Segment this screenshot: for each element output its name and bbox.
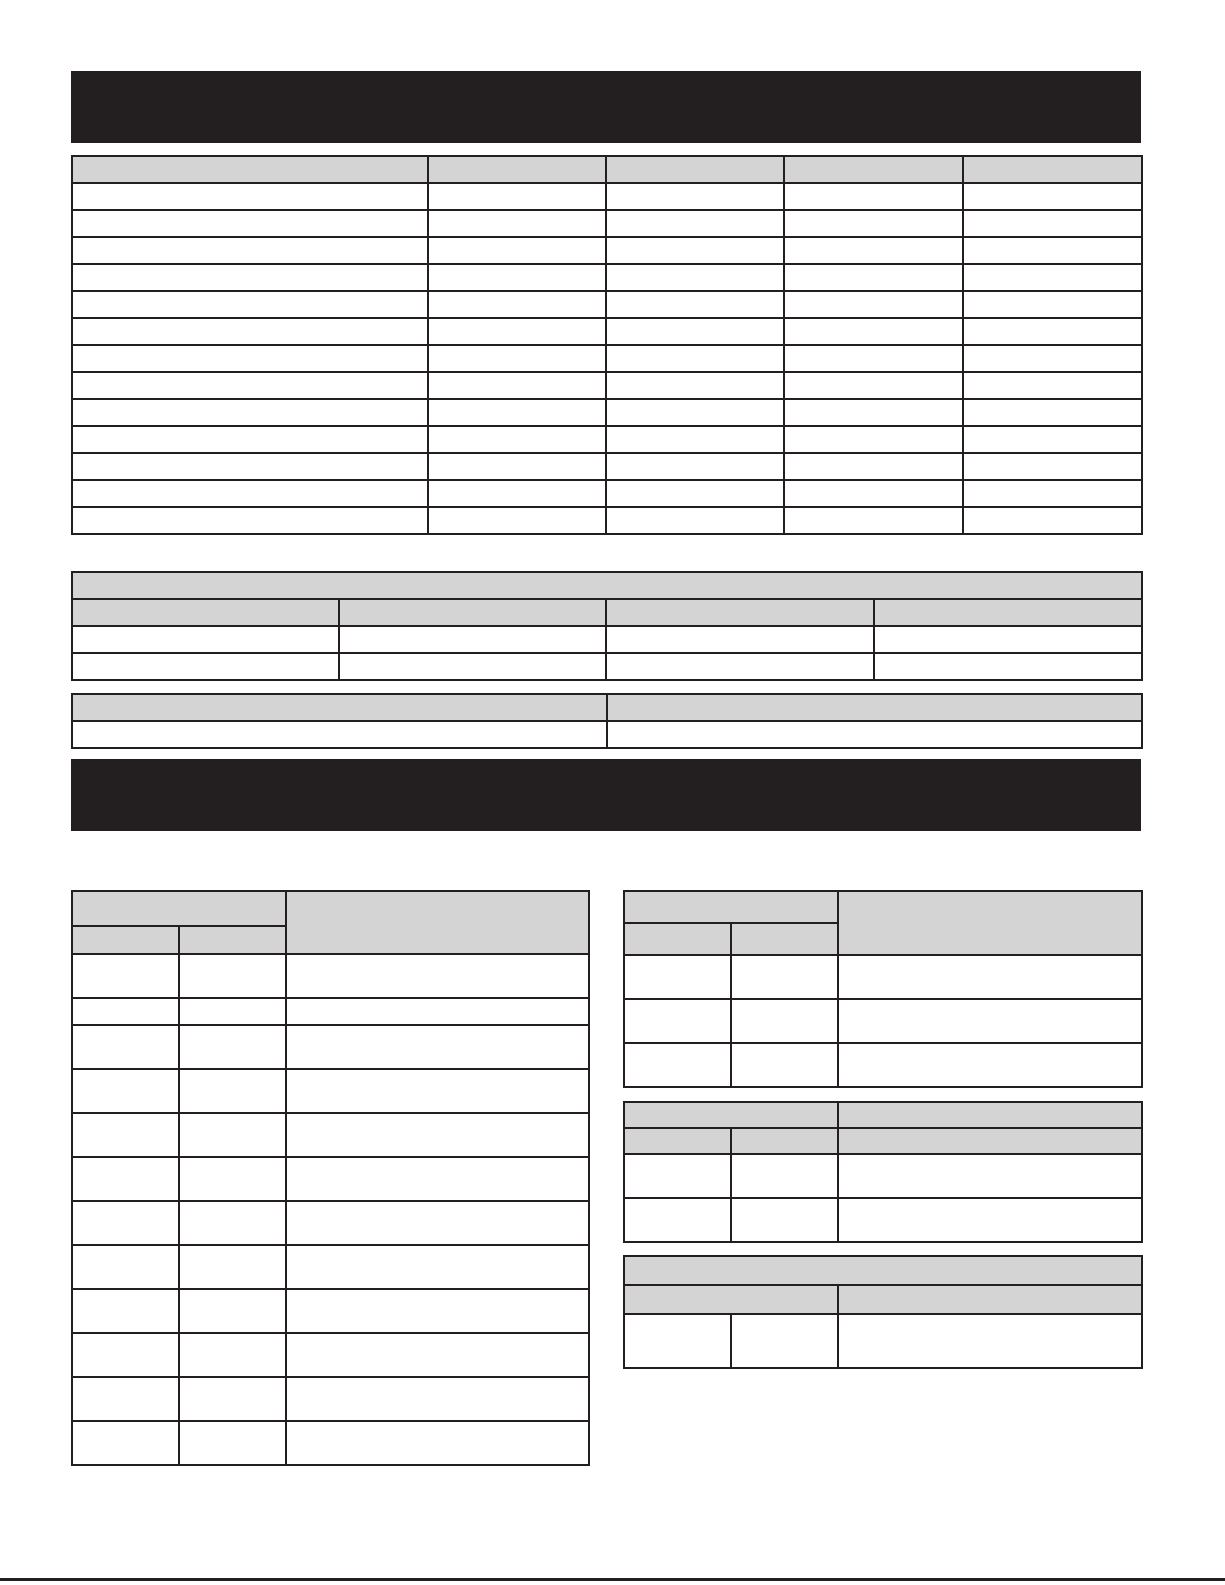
table-a-cell [784,291,963,318]
table-a-cell [72,345,428,372]
table-a-header-cell [963,156,1142,183]
table-a-cell [72,237,428,264]
table-e-cell [838,955,1142,999]
table-e-group-header [624,891,838,923]
table-b-cell [606,653,874,680]
table-a-cell [606,237,784,264]
table-b-cell [339,626,606,653]
table-a-cell [428,372,606,399]
table-d-cell [286,1289,589,1333]
table-b-cell [72,626,339,653]
table-d-cell [179,998,286,1025]
table-d-cell [72,1069,179,1113]
table-d-cell [286,1069,589,1113]
table-a-cell [72,264,428,291]
table-d-subheader [179,926,286,954]
table-d-cell [72,1377,179,1421]
table-a-header-cell [72,156,428,183]
table-a-cell [784,183,963,210]
table-a-cell [606,183,784,210]
table-d-group-header [72,891,286,926]
table-g-cell [731,1314,838,1368]
table-a-cell [963,480,1142,507]
table-a-cell [606,399,784,426]
table-a-cell [428,318,606,345]
section-1-header-band [71,71,1141,143]
table-d-cell [179,1025,286,1069]
table-d-cell [286,1245,589,1289]
table-a-cell [606,372,784,399]
table-d-cell [72,1289,179,1333]
table-d [71,890,590,1466]
table-a-cell [72,507,428,534]
table-d-cell [286,1333,589,1377]
table-a-cell [963,210,1142,237]
table-a-cell [784,210,963,237]
table-d-cell [286,1025,589,1069]
table-f-cell [838,1154,1142,1198]
table-b-header-cell [72,599,339,626]
table-e-subheader [624,923,731,955]
table-a-cell [72,291,428,318]
table-g-header-cell [624,1285,838,1314]
table-a-cell [963,372,1142,399]
table-d-cell [286,954,589,998]
table-a-cell [963,345,1142,372]
table-d-cell [179,1069,286,1113]
table-g-header-cell [838,1285,1142,1314]
table-b-cell [339,653,606,680]
table-a-cell [72,399,428,426]
table-a-cell [428,183,606,210]
table-d-cell [179,954,286,998]
table-d-cell [72,1113,179,1157]
table-a-cell [784,507,963,534]
table-d-cell [286,998,589,1025]
table-e-cell [731,955,838,999]
table-d-cell [72,1157,179,1201]
table-a-cell [606,345,784,372]
table-d-cell [179,1201,286,1245]
table-a-cell [963,399,1142,426]
table-e-cell [624,955,731,999]
table-a-cell [606,480,784,507]
table-b-header-cell [606,599,874,626]
table-a-cell [428,210,606,237]
footer-rule [0,1578,1225,1581]
table-e-cell [731,1043,838,1087]
table-d-subheader [72,926,179,954]
table-d-cell [286,1113,589,1157]
table-a-cell [72,480,428,507]
table-a-cell [784,453,963,480]
table-d-cell [72,954,179,998]
table-a-cell [784,264,963,291]
table-c-header-cell [607,694,1142,721]
table-d-cell [72,1201,179,1245]
table-b [71,571,1143,681]
table-a-cell [428,426,606,453]
table-a-header-cell [784,156,963,183]
table-a-cell [606,264,784,291]
table-a-cell [428,399,606,426]
table-d-cell [179,1113,286,1157]
table-d-cell [179,1157,286,1201]
table-d-cell [179,1245,286,1289]
table-e-subheader [731,923,838,955]
table-c-header-cell [72,694,607,721]
table-a-cell [606,318,784,345]
table-a-cell [963,318,1142,345]
table-a-cell [428,480,606,507]
table-e-desc-header [838,891,1142,955]
table-f-subheader [624,1128,731,1154]
table-f-group-header [624,1102,838,1128]
table-b-cell [874,626,1142,653]
table-b-header-cell [339,599,606,626]
table-e-cell [838,1043,1142,1087]
table-a-cell [963,291,1142,318]
table-a-cell [784,480,963,507]
table-b-cell [874,653,1142,680]
table-b-cell [606,626,874,653]
table-a-cell [784,318,963,345]
table-c-cell [607,721,1142,748]
table-a-cell [428,264,606,291]
table-d-cell [179,1421,286,1465]
table-b-title-cell [72,572,1142,599]
table-b-header-cell [874,599,1142,626]
table-d-cell [286,1421,589,1465]
table-e [623,890,1143,1088]
table-a-cell [606,426,784,453]
table-d-cell [72,1025,179,1069]
table-g-cell [624,1314,731,1368]
table-d-cell [179,1377,286,1421]
table-a-cell [428,453,606,480]
table-a-cell [784,399,963,426]
table-e-cell [838,999,1142,1043]
table-a-cell [72,426,428,453]
table-a-cell [606,291,784,318]
table-a-cell [606,210,784,237]
table-e-cell [624,1043,731,1087]
table-a-cell [72,453,428,480]
table-c [71,693,1143,749]
table-a-cell [72,372,428,399]
table-a-cell [963,426,1142,453]
table-c-cell [72,721,607,748]
table-g [623,1255,1143,1369]
table-a-header-cell [606,156,784,183]
table-d-cell [286,1157,589,1201]
table-d-cell [72,1333,179,1377]
table-a-cell [72,210,428,237]
table-a-cell [784,372,963,399]
table-a [71,155,1143,535]
table-a-cell [72,183,428,210]
table-g-cell [838,1314,1142,1368]
table-d-desc-header [286,891,589,954]
table-g-title-cell [624,1256,1142,1285]
table-a-cell [963,237,1142,264]
table-a-cell [428,291,606,318]
table-a-cell [606,453,784,480]
table-e-cell [731,999,838,1043]
table-a-cell [784,426,963,453]
table-a-cell [72,318,428,345]
table-f-cell [624,1154,731,1198]
table-a-cell [428,237,606,264]
table-f-cell [731,1154,838,1198]
table-a-cell [784,345,963,372]
table-f-subheader [731,1128,838,1154]
table-d-cell [179,1289,286,1333]
table-f [623,1101,1143,1243]
table-a-cell [963,183,1142,210]
table-a-cell [963,264,1142,291]
table-f-desc-header [838,1102,1142,1128]
table-f-cell [624,1198,731,1242]
table-f-cell [838,1198,1142,1242]
table-a-cell [963,507,1142,534]
table-a-header-cell [428,156,606,183]
table-f-subheader [838,1128,1142,1154]
table-e-cell [624,999,731,1043]
table-f-cell [731,1198,838,1242]
table-d-cell [286,1377,589,1421]
table-d-cell [72,998,179,1025]
table-d-cell [72,1421,179,1465]
table-d-cell [72,1245,179,1289]
table-a-cell [428,345,606,372]
table-a-cell [963,453,1142,480]
table-a-cell [428,507,606,534]
section-2-header-band [71,759,1141,831]
table-b-cell [72,653,339,680]
table-d-cell [286,1201,589,1245]
table-a-cell [784,237,963,264]
table-d-cell [179,1333,286,1377]
table-a-cell [606,507,784,534]
